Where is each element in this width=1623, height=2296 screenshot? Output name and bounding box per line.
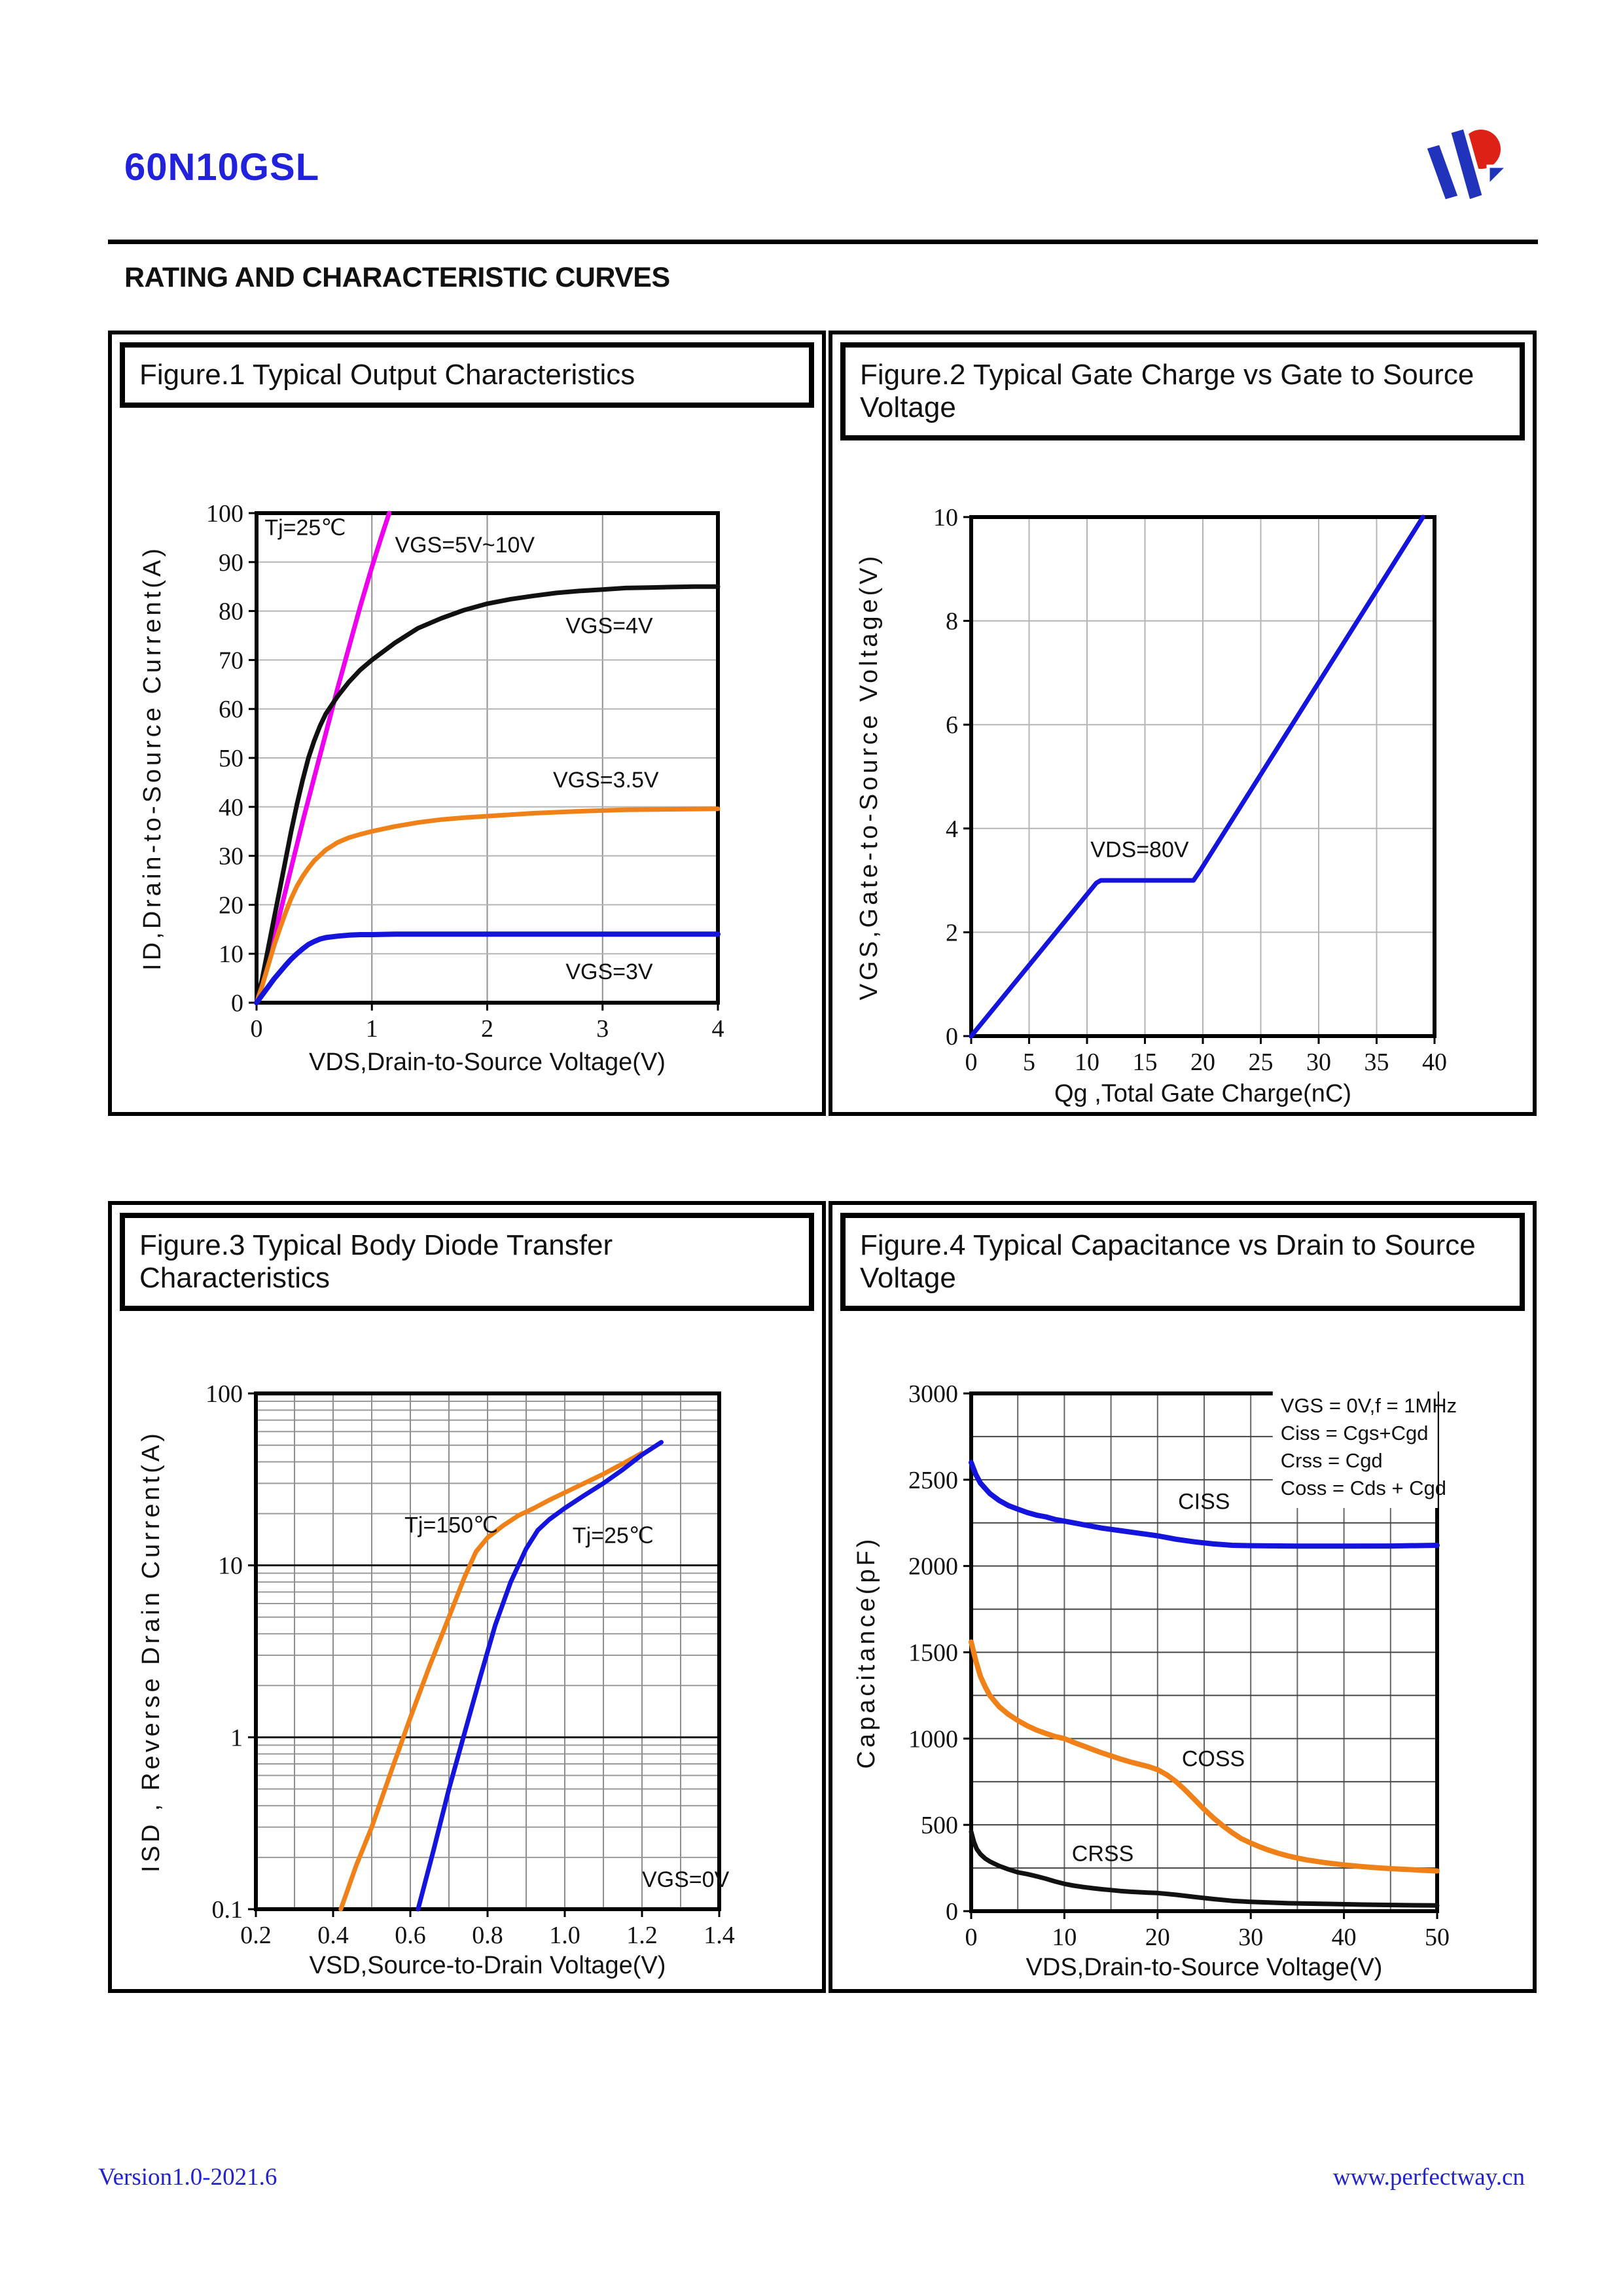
svg-text:40: 40 (1331, 1924, 1357, 1951)
part-number: 60N10GSL (124, 146, 320, 188)
svg-text:VDS,Drain-to-Source Voltage(V): VDS,Drain-to-Source Voltage(V) (1026, 1954, 1383, 1981)
svg-text:80: 80 (219, 598, 243, 626)
svg-text:500: 500 (921, 1812, 958, 1840)
svg-text:100: 100 (206, 500, 243, 528)
svg-text:VGS=4V: VGS=4V (565, 613, 653, 639)
svg-text:Qg ,Total Gate Charge(nC): Qg ,Total Gate Charge(nC) (1054, 1080, 1352, 1107)
figure4-panel (829, 1201, 1537, 1993)
svg-text:1000: 1000 (908, 1725, 958, 1753)
svg-text:0: 0 (250, 1015, 263, 1043)
svg-text:10: 10 (218, 1552, 243, 1580)
svg-text:VGS=3.5V: VGS=3.5V (552, 767, 659, 793)
svg-text:0: 0 (231, 990, 243, 1017)
svg-text:0.2: 0.2 (240, 1922, 272, 1949)
svg-text:Capacitance(pF): Capacitance(pF) (853, 1535, 880, 1769)
svg-text:ISD , Reverse Drain Current(A): ISD , Reverse Drain Current(A) (137, 1430, 165, 1873)
header-rule (108, 240, 1538, 244)
svg-text:25: 25 (1248, 1049, 1274, 1076)
figure3-chart (113, 1286, 823, 1988)
svg-text:5: 5 (1023, 1049, 1035, 1076)
figure2-title: Figure.2 Typical Gate Charge vs Gate to Source Voltage (840, 342, 1525, 440)
svg-text:0.6: 0.6 (395, 1922, 426, 1949)
svg-text:30: 30 (219, 842, 243, 870)
figure4-chart (834, 1286, 1539, 1988)
svg-text:10: 10 (933, 504, 958, 531)
svg-text:Ciss = Cgs+Cgd: Ciss = Cgs+Cgd (1280, 1422, 1429, 1445)
figure1-title: Figure.1 Typical Output Characteristics (120, 342, 814, 408)
footer-website-link[interactable]: www.perfectway.cn (1332, 2164, 1525, 2191)
figure1-chart (113, 416, 823, 1113)
svg-text:VDS,Drain-to-Source Voltage(V): VDS,Drain-to-Source Voltage(V) (309, 1049, 666, 1076)
figure3-title: Figure.3 Typical Body Diode Transfer Characteristics (120, 1213, 814, 1311)
svg-text:40: 40 (1422, 1049, 1447, 1076)
svg-text:2500: 2500 (908, 1466, 958, 1494)
svg-text:40: 40 (219, 793, 243, 821)
svg-text:VGS = 0V,f = 1MHz: VGS = 0V,f = 1MHz (1280, 1394, 1457, 1418)
svg-text:100: 100 (205, 1380, 243, 1408)
svg-text:0: 0 (946, 1023, 958, 1050)
svg-text:VGS=5V~10V: VGS=5V~10V (395, 532, 535, 558)
svg-text:30: 30 (1306, 1049, 1331, 1076)
svg-text:CRSS: CRSS (1071, 1841, 1134, 1867)
svg-text:2: 2 (946, 919, 958, 947)
svg-text:10: 10 (1075, 1049, 1099, 1076)
svg-text:1: 1 (365, 1015, 378, 1043)
svg-text:70: 70 (219, 647, 243, 675)
svg-text:6: 6 (946, 711, 958, 740)
svg-text:0: 0 (965, 1049, 978, 1076)
svg-text:CISS: CISS (1178, 1489, 1230, 1515)
svg-text:COSS: COSS (1181, 1746, 1245, 1772)
svg-text:Tj=25℃: Tj=25℃ (264, 515, 346, 541)
svg-text:Tj=25℃: Tj=25℃ (572, 1523, 654, 1549)
figure2-panel (829, 331, 1537, 1116)
svg-text:15: 15 (1132, 1049, 1158, 1076)
svg-text:20: 20 (219, 891, 243, 920)
svg-text:ID,Drain-to-Source Current(A): ID,Drain-to-Source Current(A) (139, 545, 166, 971)
figure1-panel (108, 331, 826, 1116)
logo-triangle (1488, 166, 1508, 186)
section-title: RATING AND CHARACTERISTIC CURVES (124, 262, 670, 293)
svg-text:VSD,Source-to-Drain Voltage(V): VSD,Source-to-Drain Voltage(V) (309, 1952, 666, 1979)
svg-text:3000: 3000 (908, 1380, 958, 1408)
svg-text:0: 0 (946, 1898, 958, 1926)
svg-text:90: 90 (219, 548, 243, 577)
svg-text:VGS=0V: VGS=0V (642, 1867, 730, 1892)
figure2-chart (834, 416, 1539, 1113)
svg-text:Coss = Cds + Cgd: Coss = Cds + Cgd (1280, 1477, 1447, 1500)
svg-text:1: 1 (230, 1724, 243, 1752)
svg-text:2: 2 (481, 1015, 493, 1043)
svg-text:1.2: 1.2 (626, 1922, 658, 1949)
svg-text:VGS=3V: VGS=3V (565, 960, 653, 985)
svg-text:0.4: 0.4 (317, 1922, 349, 1949)
figure3-panel (108, 1201, 826, 1993)
svg-text:30: 30 (1238, 1924, 1264, 1951)
svg-text:0: 0 (965, 1924, 978, 1951)
svg-text:Crss = Cgd: Crss = Cgd (1280, 1449, 1383, 1473)
svg-text:35: 35 (1364, 1049, 1389, 1076)
figure4-title: Figure.4 Typical Capacitance vs Drain to Source Voltage (840, 1213, 1525, 1311)
svg-text:1.4: 1.4 (704, 1922, 735, 1949)
footer-version: Version1.0-2021.6 (98, 2164, 277, 2191)
svg-text:1500: 1500 (908, 1639, 958, 1667)
svg-text:60: 60 (219, 696, 243, 724)
svg-text:VDS=80V: VDS=80V (1090, 837, 1189, 863)
svg-text:3: 3 (596, 1015, 609, 1043)
svg-text:8: 8 (946, 607, 958, 636)
svg-text:0.1: 0.1 (211, 1896, 243, 1924)
svg-text:50: 50 (219, 745, 243, 772)
svg-text:0.8: 0.8 (472, 1922, 503, 1949)
svg-text:10: 10 (1052, 1924, 1077, 1951)
svg-text:4: 4 (946, 815, 958, 843)
svg-text:10: 10 (219, 941, 243, 969)
svg-text:20: 20 (1190, 1049, 1215, 1076)
svg-text:1.0: 1.0 (549, 1922, 580, 1949)
svg-text:2000: 2000 (908, 1552, 958, 1581)
svg-text:20: 20 (1145, 1924, 1170, 1951)
svg-text:Tj=150℃: Tj=150℃ (404, 1513, 499, 1538)
svg-text:VGS,Gate-to-Source Voltage(V): VGS,Gate-to-Source Voltage(V) (855, 552, 883, 1001)
svg-text:50: 50 (1425, 1924, 1450, 1951)
svg-text:4: 4 (711, 1015, 724, 1043)
company-logo-icon (1407, 111, 1518, 213)
